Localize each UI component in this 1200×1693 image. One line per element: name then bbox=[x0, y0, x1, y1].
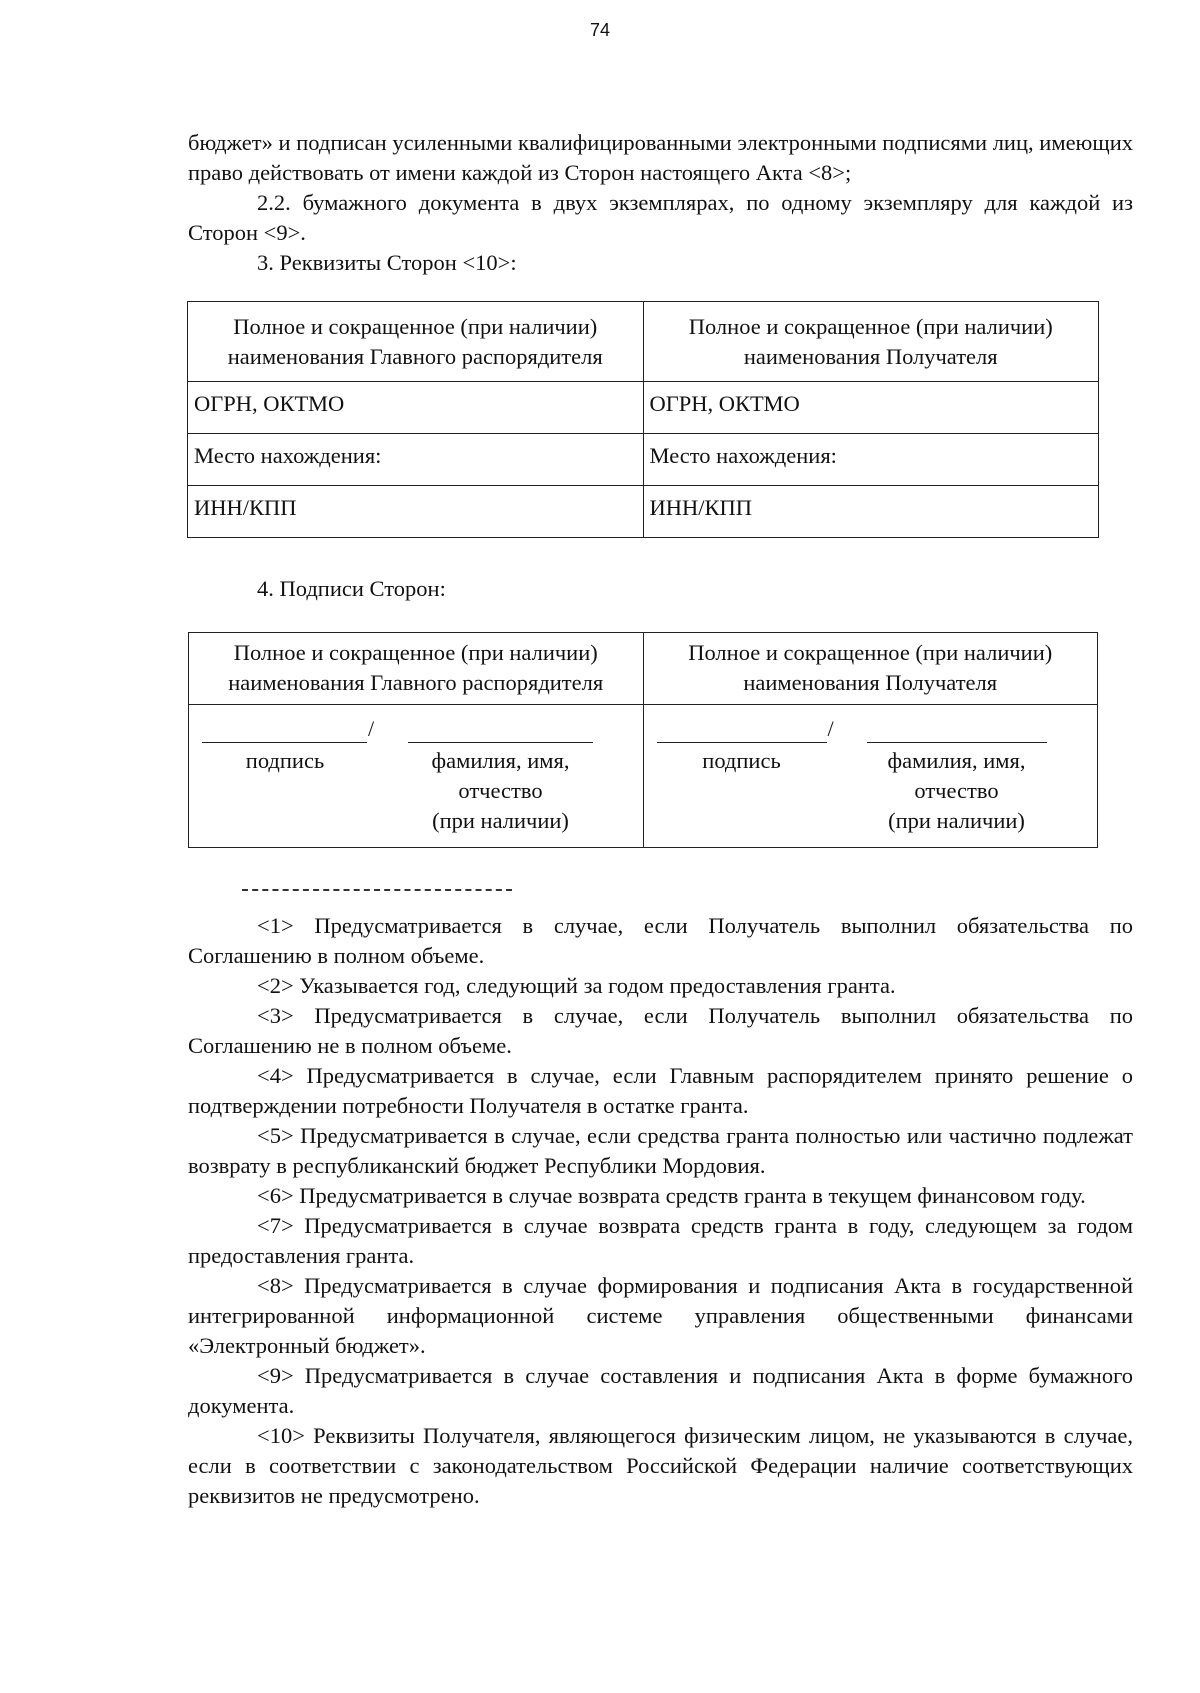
requisites-cell-ogrn-right: ОГРН, ОКТМО bbox=[643, 382, 1099, 434]
footnote-5: <5> Предусматривается в случае, если средства гранта полностью или частично подлежат возврату в республиканский бюджет Республики Мордовия. bbox=[188, 1123, 1133, 1178]
full-name-label-line-3: (при наличии) bbox=[432, 808, 569, 833]
signature-line bbox=[202, 742, 367, 743]
requisites-cell-ogrn-left: ОГРН, ОКТМО bbox=[188, 382, 644, 434]
footnote-6: <6> Предусматривается в случае возврата средств гранта в текущем финансовом году. bbox=[257, 1183, 1086, 1208]
section-4-title: 4. Подписи Сторон: bbox=[257, 576, 446, 601]
document-body bbox=[188, 128, 1133, 1511]
requisites-cell-address-left: Место нахождения: bbox=[188, 434, 644, 486]
full-name-label-line-2: отчество bbox=[458, 778, 543, 803]
footnote-7: <7> Предусматривается в случае возврата средств гранта в году, следующем за годом предоставления гранта. bbox=[188, 1213, 1133, 1268]
full-name-label bbox=[867, 746, 1047, 836]
footnote-2: <2> Указывается год, следующий за годом предоставления гранта. bbox=[257, 973, 896, 998]
full-name-label-line-1: фамилия, имя, bbox=[431, 748, 570, 773]
signatures-header-left: Полное и сокращенное (при наличии) наименования Главного распорядителя bbox=[189, 633, 644, 705]
requisites-cell-address-right: Место нахождения: bbox=[643, 434, 1099, 486]
signatures-row bbox=[189, 705, 1098, 848]
table-row bbox=[188, 434, 1099, 486]
requisites-cell-inn-left: ИНН/КПП bbox=[188, 486, 644, 538]
table-row bbox=[188, 486, 1099, 538]
footnote-1: <1> Предусматривается в случае, если Получатель выполнил обязательства по Соглашению в полном объеме. bbox=[188, 913, 1133, 968]
name-line bbox=[867, 742, 1047, 743]
footnote-separator bbox=[242, 889, 512, 891]
item-3-requisites-title: 3. Реквизиты Сторон <10>: bbox=[257, 250, 517, 275]
requisites-header-right: Полное и сокращенное (при наличии) наименования Получателя bbox=[643, 302, 1099, 382]
requisites-table bbox=[187, 301, 1099, 538]
signatures-header-row bbox=[189, 633, 1098, 705]
full-name-label-line-2: отчество bbox=[914, 778, 999, 803]
item-2-2: 2.2. бумажного документа в двух экземплярах, по одному экземпляру для каждой из Сторон <9>. bbox=[188, 190, 1133, 245]
table-row bbox=[188, 382, 1099, 434]
signature-slash: / bbox=[368, 716, 375, 741]
signatures-header-right: Полное и сокращенное (при наличии) наименования Получателя bbox=[643, 633, 1098, 705]
footnote-10: <10> Реквизиты Получателя, являющегося физическим лицом, не указываются в случае, если в соответствии с законодательством Российской Федерации наличие соответствующих реквизитов не предусмотрено. bbox=[188, 1423, 1133, 1508]
footnotes bbox=[188, 911, 1133, 1511]
requisites-cell-inn-right: ИНН/КПП bbox=[643, 486, 1099, 538]
footnote-8: <8> Предусматривается в случае формирования и подписания Акта в государственной интегрированной информационной системе управления общественными финансами «Электронный бюджет». bbox=[188, 1273, 1133, 1358]
footnote-9: <9> Предусматривается в случае составления и подписания Акта в форме бумажного документа. bbox=[188, 1363, 1133, 1418]
requisites-header-row bbox=[188, 302, 1099, 382]
signature-label: подпись bbox=[245, 748, 325, 773]
footnote-3: <3> Предусматривается в случае, если Получатель выполнил обязательства по Соглашению не в полном объеме. bbox=[188, 1003, 1133, 1058]
full-name-label-line-3: (при наличии) bbox=[888, 808, 1025, 833]
signature-slash: / bbox=[827, 716, 834, 741]
signature-block-right bbox=[643, 705, 1098, 848]
full-name-label-line-1: фамилия, имя, bbox=[887, 748, 1026, 773]
footnote-4: <4> Предусматривается в случае, если Главным распорядителем принято решение о подтверждении потребности Получателя в остатке гранта. bbox=[188, 1063, 1133, 1118]
signatures-table bbox=[188, 632, 1098, 848]
requisites-header-left: Полное и сокращенное (при наличии) наименования Главного распорядителя bbox=[188, 302, 644, 382]
intro-paragraph: бюджет» и подписан усиленными квалифицированными электронными подписями лиц, имеющих право действовать от имени каждой из Сторон настоящего Акта <8>; bbox=[188, 130, 1133, 185]
signature-line bbox=[657, 742, 827, 743]
signature-label: подпись bbox=[702, 748, 781, 773]
signature-block-left bbox=[189, 705, 644, 848]
full-name-label bbox=[408, 746, 593, 836]
name-line bbox=[408, 742, 593, 743]
page-number: 74 bbox=[589, 20, 611, 40]
